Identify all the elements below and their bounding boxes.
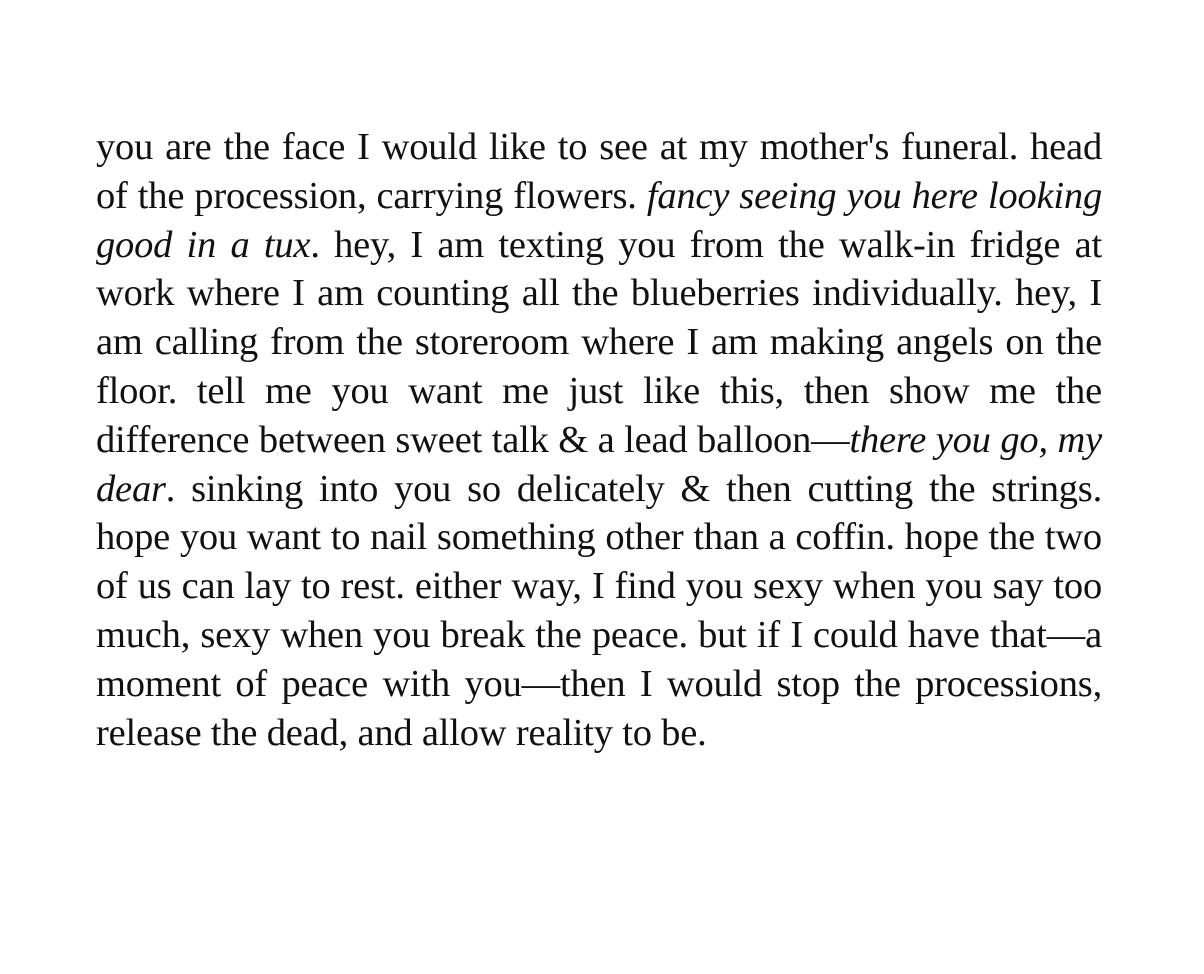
poem-body (96, 123, 1102, 757)
poem-italic-phrase: there you go, my dear (96, 418, 1102, 510)
poem-italic-phrase: fancy seeing you here looking good in a tux (96, 174, 1102, 266)
poem-text-segment: . sinking into you so delicately & then cutting the strings. hope you want to nail something other than a coffin. hope the two of us can lay to rest. either way, I find you sexy when you say too much, sexy when you break the peace. but if I could have that—a moment of peace with you—then I would stop the processions, release the dead, and allow reality to be. (96, 467, 1102, 754)
poem-text-segment: you are the face I would like to see at my mother's funeral. head of the procession, carrying flowers. (96, 126, 1102, 217)
poem-text-segment: . hey, I am texting you from the walk-in fridge at work where I am counting all the blueberries individually. hey, I am calling from the storeroom where I am making angels on the floor. tell me you want me just like this, then show me the difference between sweet talk & a lead balloon— (96, 223, 1103, 461)
